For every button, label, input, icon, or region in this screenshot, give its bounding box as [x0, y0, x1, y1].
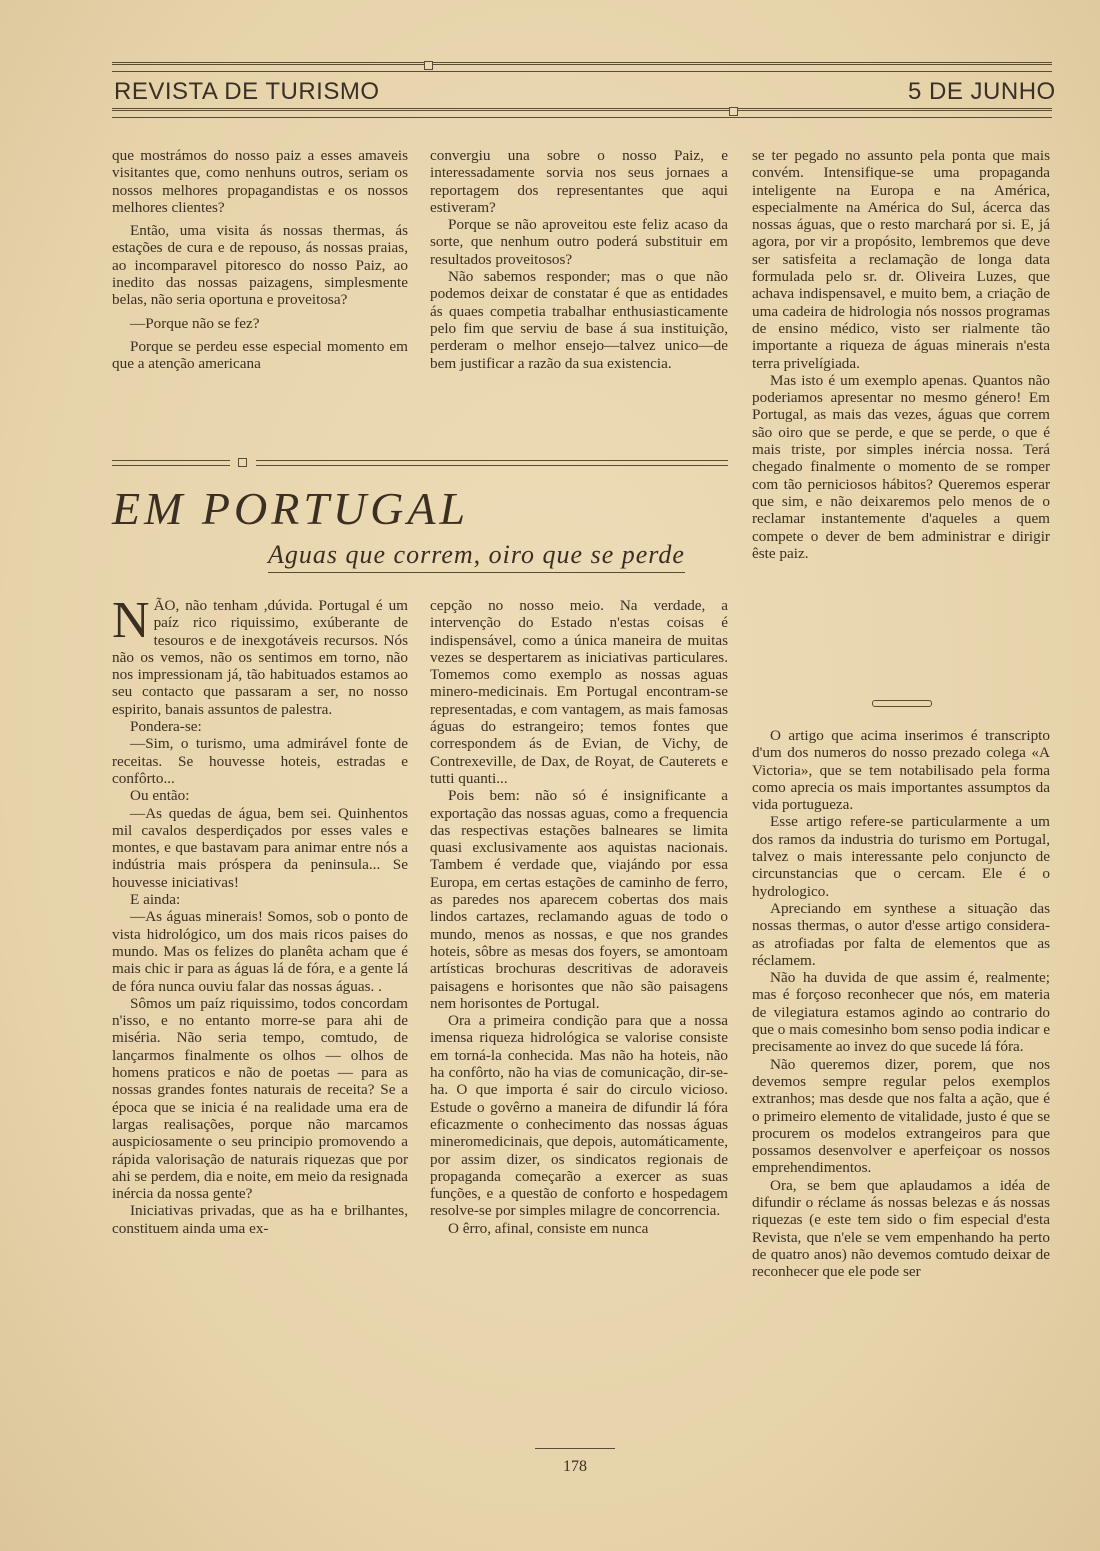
- paragraph: Então, uma visita ás nossas thermas, ás estações de cura e de repouso, ás nossas praias, ao incomparavel pitoresco do nosso Paiz, ao inedito das nossas paizagens, simplesmente belas, não seria oportuna e proveitosa?: [112, 222, 408, 309]
- article-column-1: [112, 592, 408, 1237]
- issue-date: 5 DE JUNHO: [908, 78, 1056, 105]
- paragraph: se ter pegado no assunto pela ponta que mais convém. Intensifique-se uma propaganda inteligente na Europa e na América, especialmente na América do Sul, ácerca das nossas águas, que o resto marchará por si. E, já agora, por vir a propósito, lembremos que deve ser satisfeita a reclamação de longa data formulada pelo sr. dr. Oliveira Luzes, que achava indispensavel, e muito bem, a criação de uma cadeira de hidrologia nós nossos programas de ensino médico, visto ser rialmente tão importante a riqueza de águas minerais n'esta terra privelígiada.: [752, 147, 1050, 372]
- paragraph: ÃO, não tenham ,dúvida. Portugal é um paíz rico riquissimo, exúberante de tesouros e de inexgotáveis recursos. Nós não os vemos, não os sentimos em torno, não nos impressionam já, tão habituados estamos ao seu contacto que passaram a ser, no nosso espirito, banais assuntos de palestra.: [112, 597, 408, 718]
- article-column-2: [430, 597, 728, 1237]
- paragraph: cepção no nosso meio. Na verdade, a intervenção do Estado n'estas coisas é indispensável, como a única maneira de muitas vezes se despertarem as iniciativas particulares. Tomemos como exemplo as nossas aguas minero-medicinais. Em Portugal encontram-se representadas, e com vantagem, as mais famosas águas do estrangeiro; temos fontes que correspondem ás de Evian, de Vichy, de Contrexeville, de Dax, de Royat, de Cauterets e tutti quanti...: [430, 597, 728, 787]
- paragraph: Porque se perdeu esse especial momento em que a atenção americana: [112, 337, 408, 373]
- paragraph: O êrro, afinal, consiste em nunca: [448, 1219, 649, 1237]
- section-rule-right: [256, 460, 728, 466]
- paragraph: Ora, se bem que aplaudamos a idéa de difundir o réclame ás nossas belezas e ás nossas riquezas (e este tem sido o fim especial d'esta Revista, que n'ele se vem empenhando ha perto de quatro anos) não devemos comtudo deixar de reconhecer que ele pode ser: [752, 1176, 1050, 1281]
- paragraph: Ora a primeira condição para que a nossa imensa riqueza hidrológica se valorise consiste em torná-la conhecida. Mas não ha hoteis, não ha confôrto, não ha vias de comunicação, dir-se-ha. O que importa é sair do circulo vicioso. Estude o govêrno a maneira de difundir lá fóra eficazmente o conhecimento das nossas águas mineromedicinais, que depois, automáticamente, por assim dizer, os sindicatos regionais de propaganda começarão a exercer as suas funções, e a questão de conforto e hospedagem resolve-se por simples milagre de concorrencia.: [430, 1012, 728, 1220]
- paragraph: Não sabemos responder; mas o que não podemos deixar de constatar é que as entidades ás quaes competia trabalhar enthusiasticamente pelo fim que serviu de base á sua instituição, perderam o melhor ensejo—talvez unico—de bem justificar a razão da sua existencia.: [430, 268, 728, 372]
- article-title: EM PORTUGAL: [112, 483, 470, 534]
- paragraph: —As águas minerais! Somos, sob o ponto de vista hidrológico, um dos mais ricos paises do mundo. Mas os felizes do planêta acham que é mais chic ir para as águas lá de fóra, e a gente lá de fóra nunca ouviu falar das nossas águas. .: [112, 908, 408, 995]
- page-number: 178: [563, 1458, 587, 1475]
- paragraph: que mostrámos do nosso paiz a esses amaveis visitantes que, como nenhuns outros, seriam os nossos melhores propagandistas e os nossos melhores clientes?: [112, 147, 408, 216]
- commentary-column: [752, 727, 1050, 1281]
- paragraph: Pondera-se:: [130, 718, 202, 736]
- drop-cap: N: [112, 592, 150, 649]
- paragraph: Pois bem: não só é insignificante a exportação das nossas aguas, como a frequencia das respectivas estações balneares se limita quasi exclusivamente aos aquistas nacionais. Tambem é verdade que, viajándo por essa Europa, em certas estações de caminho de ferro, as paredes nos aparecem cobertas dos mais lindos cartazes, reclamando aguas de todo o mundo, menos as nossas, e que nos grandes hoteis, sôbre as mesas dos foyers, se amontoam artísticas brochuras descritivas de adoraveis paisagens e horisontes que não são paisagens nem horisontes de Portugal.: [430, 787, 728, 1012]
- paragraph: O artigo que acima inserimos é transcripto d'um dos numeros do nosso prezado colega «A Victoria», que se tem notabilisado pela forma como aprecia os mais importantes assumptos da vida portugueza.: [752, 727, 1050, 814]
- magazine-title: REVISTA DE TURISMO: [114, 78, 380, 105]
- section-ornament-small: [872, 700, 932, 707]
- header-bottom-rule: [112, 108, 1052, 118]
- paragraph: Iniciativas privadas, que as ha e brilhantes, constituem ainda uma ex-: [112, 1202, 408, 1237]
- paragraph: Esse artigo refere-se particularmente a um dos ramos da industria do turismo em Portugal, talvez o mais interessante pelo conjuncto de circunstancias que o cercam. Ele é o hydrologico.: [752, 813, 1050, 900]
- paragraph: —Sim, o turismo, uma admirável fonte de receitas. Se houvesse hoteis, estradas e confôrto...: [112, 735, 408, 787]
- article-subtitle: Aguas que correm, oiro que se perde: [268, 540, 685, 573]
- top-column-1: [112, 147, 408, 373]
- header-ornament: [424, 61, 433, 70]
- paragraph: Sômos um paíz riquissimo, todos concordam n'isso, e no entanto morre-se para ahi de miséria. Não seria tempo, comtudo, de lançarmos finalmente os olhos — olhos de homens praticos e não de poetas — para as nossas grandes fontes naturais de receita? Se a época que se inicia é na realidade uma era de largas realisações, porque não marcamos auspiciosamente o seu principio promovendo a rápida valorisação de naturais riquezas que por ahi se perdem, dia e noite, em meio da resignada inércia da nossa gente?: [112, 994, 408, 1203]
- paragraph: —As quedas de água, bem sei. Quinhentos mil cavalos desperdiçados por esses vales e montes, e que bastavam para animar entre nós a indústria mais próspera da peninsula... Se houvesse iniciativas!: [112, 804, 408, 891]
- section-rule-left: [112, 460, 230, 466]
- page-number-rule: [535, 1448, 615, 1449]
- section-ornament: [238, 458, 247, 467]
- paragraph: —Porque não se fez?: [130, 314, 260, 332]
- header-ornament-2: [729, 107, 738, 116]
- paragraph: Não queremos dizer, porem, que nos devemos sempre regular pelos exemplos extranhos; mas desde que nos falta a ação, que é o primeiro elemento de vitalidade, justo é que se procurem os modelos extrangeiros para que possamos desenvolver e aperfeiçoar os nossos emprehendimentos.: [752, 1055, 1050, 1177]
- paragraph: Porque se não aproveitou este feliz acaso da sorte, que nenhum outro poderá substituir em resultados proveitosos?: [430, 216, 728, 268]
- header-top-rule: [112, 62, 1052, 72]
- paragraph: Apreciando em synthese a situação das nossas thermas, o autor d'esse artigo considera-as atrofiadas por falta de elementos que as réclamem.: [752, 899, 1050, 969]
- paragraph: Mas isto é um exemplo apenas. Quantos não poderiamos apresentar no mesmo género! Em Portugal, as mais das vezes, águas que correm são oiro que se perde, e que se perde, o que é mais triste, por simples inércia nossa. Terá chegado finalmente o momento de se romper com tão perniciosos hábitos? Queremos esperar que sim, e não deixaremos pelo menos de o reclamar instantemente d'aqueles a quem compete o dever de bem administrar e dirigir êste paiz.: [752, 371, 1050, 562]
- paragraph: convergiu una sobre o nosso Paiz, e interessadamente sorvia nos seus jornaes a reportagem dos representantes que aqui estiveram?: [430, 147, 728, 216]
- paragraph: E ainda:: [130, 891, 181, 909]
- top-column-2: [430, 147, 728, 372]
- paragraph: Ou então:: [130, 787, 190, 805]
- paragraph: Não ha duvida de que assim é, realmente; mas é forçoso reconhecer que nós, em materia de vilegiatura estamos agindo ao contrario do que o mais comesinho bom senso podia indicar e precisamente ao invez do que sucede lá fóra.: [752, 969, 1050, 1056]
- article-column-3: [752, 147, 1050, 562]
